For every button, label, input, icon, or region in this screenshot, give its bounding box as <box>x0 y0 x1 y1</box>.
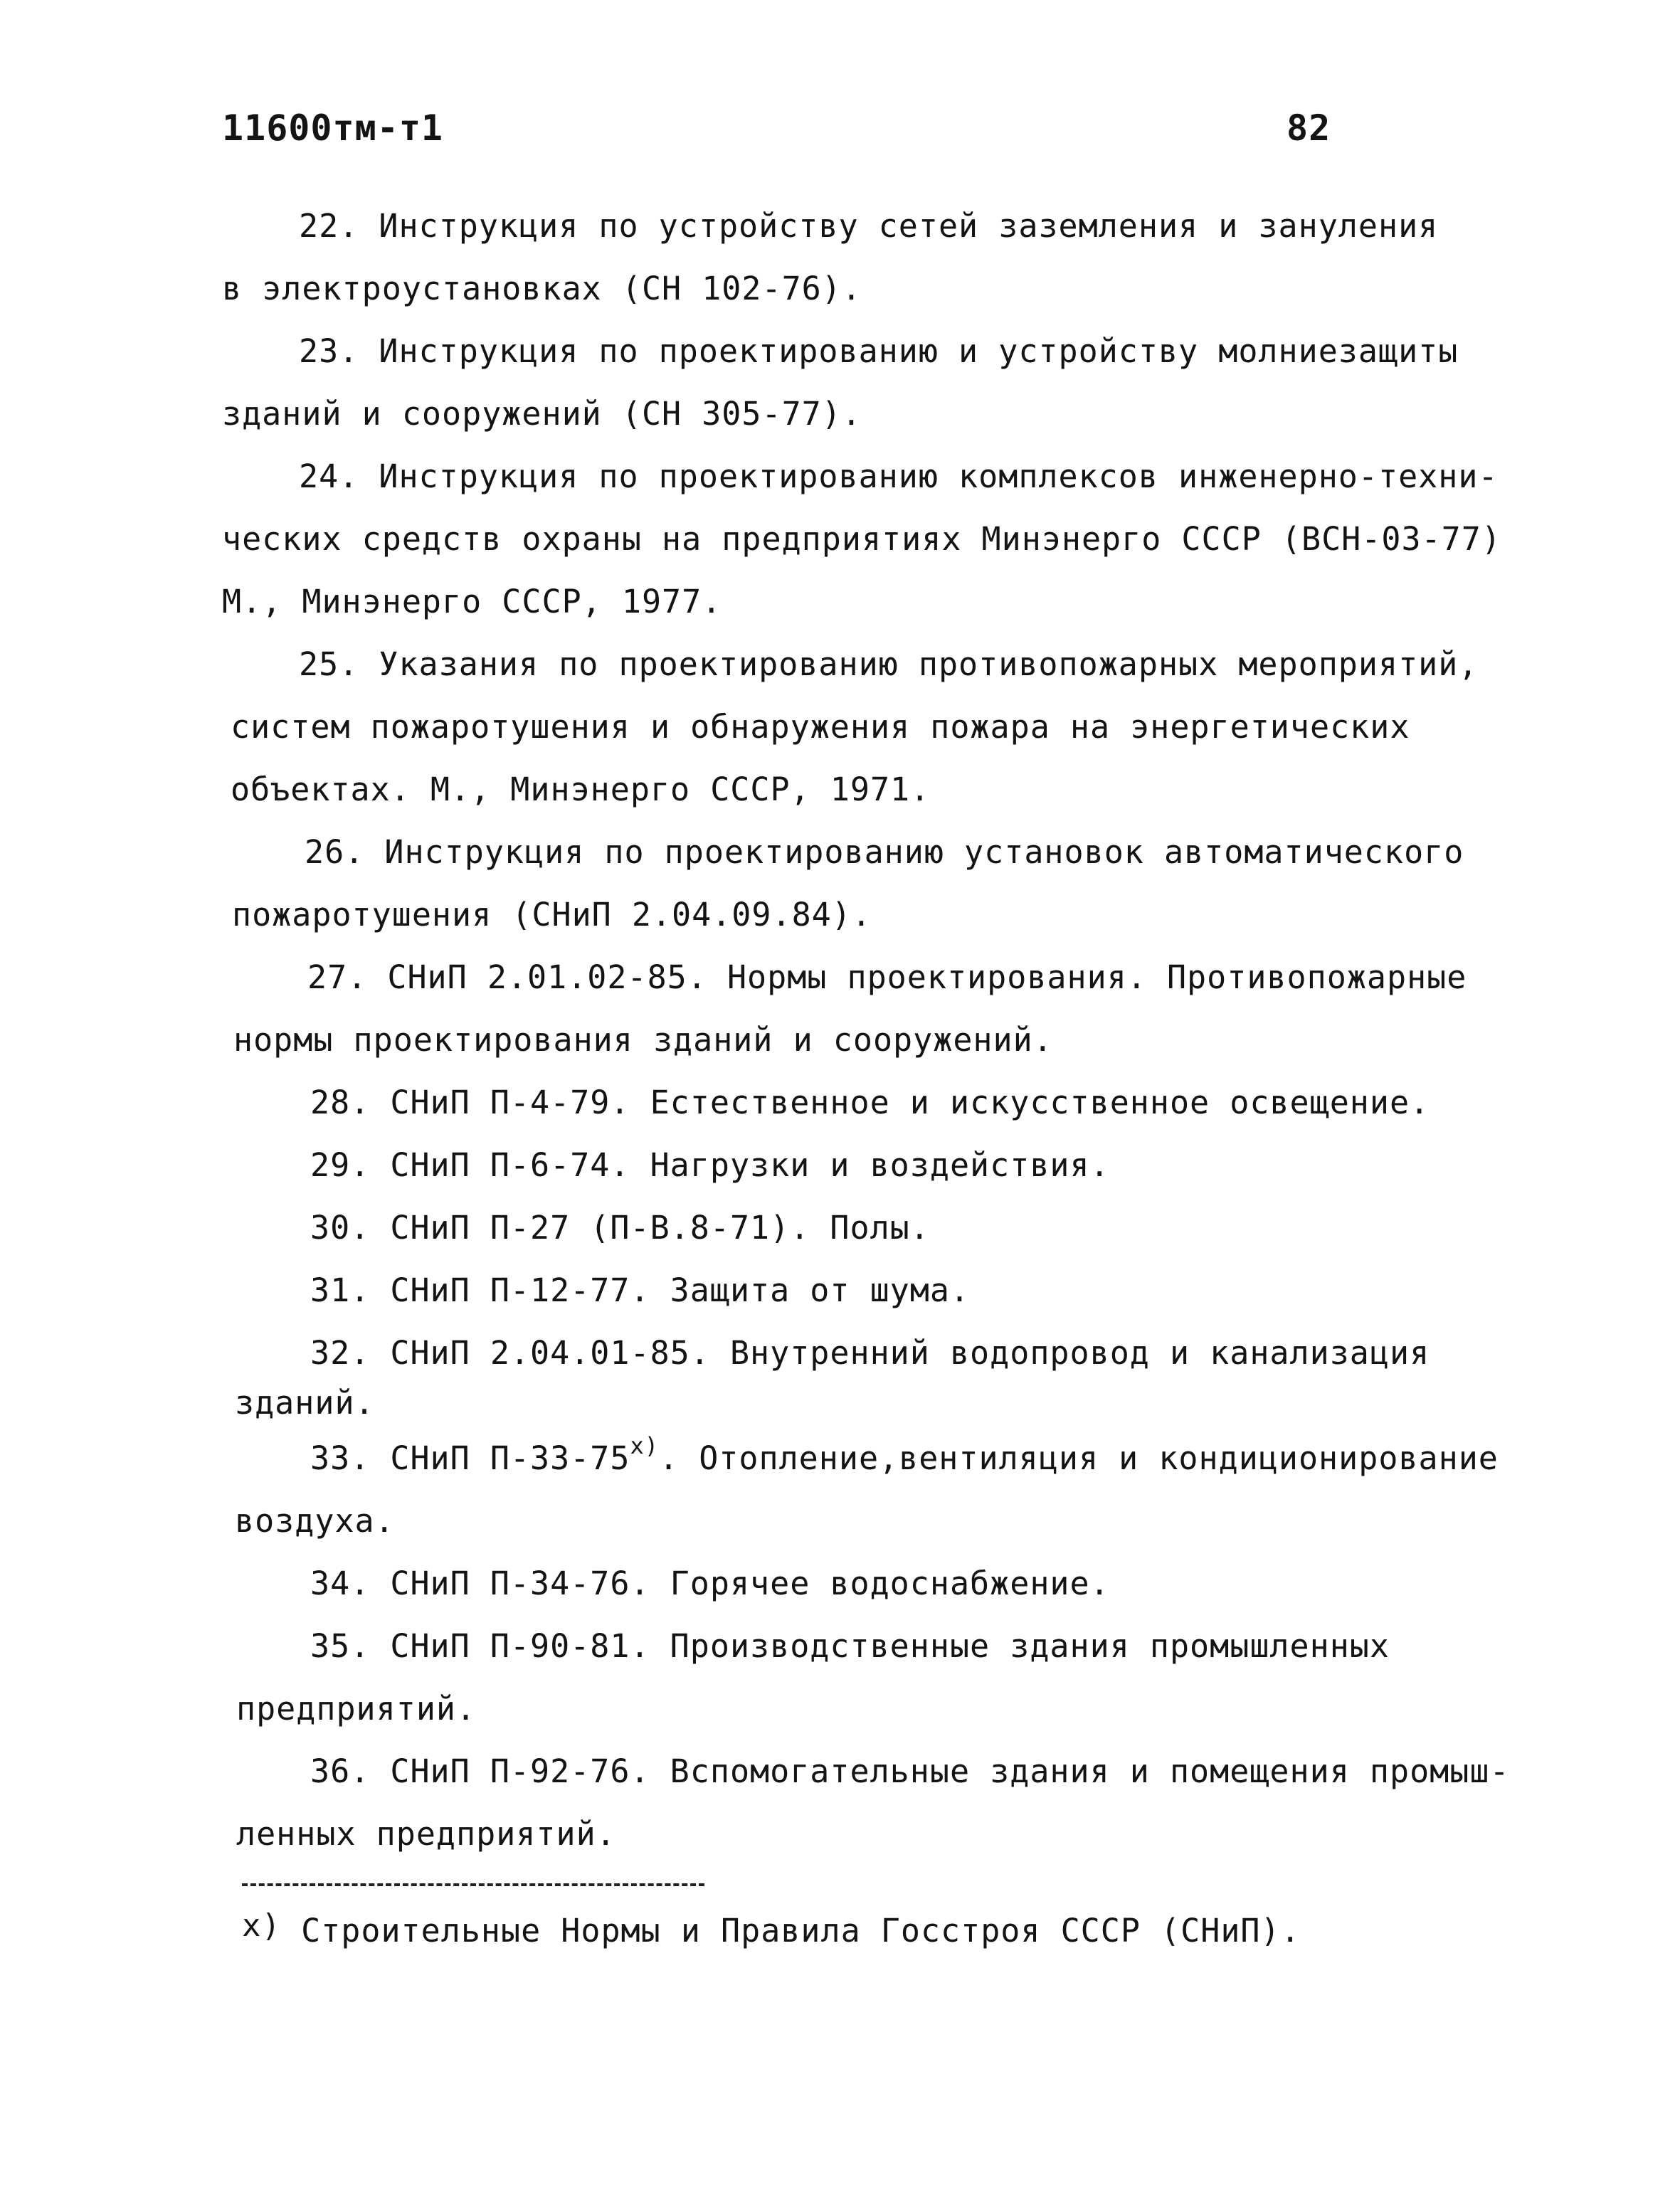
footnote-marker: x) <box>242 1908 281 1944</box>
item-27-line-2: нормы проектирования зданий и сооружений. <box>233 1021 1053 1059</box>
item-36-line-1: 36. СНиП П-92-76. Вспомогательные здания и помещения промыш- <box>310 1752 1510 1790</box>
item-29: 29. СНиП П-6-74. Нагрузки и воздействия. <box>310 1146 1110 1184</box>
footnote <box>242 1908 1301 1952</box>
document-code: 11600тм-т1 <box>222 107 444 149</box>
item-27-line-1: 27. СНиП 2.01.02-85. Нормы проектирования. Противопожарные <box>307 958 1467 996</box>
item-32-line-1: 32. СНиП 2.04.01-85. Внутренний водопровод и канализация <box>310 1334 1430 1372</box>
item-23-line-1: 23. Инструкция по проектированию и устройству молниезащиты <box>299 332 1459 370</box>
item-35-line-2: предприятий. <box>236 1690 477 1728</box>
footnote-separator <box>242 1883 704 1886</box>
item-25-line-2: систем пожаротушения и обнаружения пожара на энергетических <box>231 708 1410 746</box>
page-number: 82 <box>1287 107 1331 149</box>
item-31: 31. СНиП П-12-77. Защита от шума. <box>310 1271 971 1309</box>
item-34: 34. СНиП П-34-76. Горячее водоснабжение. <box>310 1565 1110 1602</box>
item-28: 28. СНиП П-4-79. Естественное и искусственное освещение. <box>310 1084 1430 1121</box>
item-33-code: 33. СНиП П-33-75 <box>310 1439 630 1477</box>
item-25-line-1: 25. Указания по проектированию противопожарных мероприятий, <box>299 645 1479 683</box>
item-26-line-1: 26. Инструкция по проектированию установок автоматического <box>305 833 1464 871</box>
item-32-line-2: зданий. <box>235 1384 375 1422</box>
item-26-line-2: пожаротушения (СНиП 2.04.09.84). <box>232 896 872 933</box>
item-36-line-2: ленных предприятий. <box>236 1815 616 1853</box>
item-33-line-2: воздуха. <box>235 1502 395 1540</box>
item-33-title: . Отопление,вентиляция и кондиционирование <box>659 1439 1499 1477</box>
item-23-line-2: зданий и сооружений (СН 305-77). <box>222 395 862 433</box>
item-35-line-1: 35. СНиП П-90-81. Производственные здания промышленных <box>310 1627 1390 1665</box>
item-24-line-3: М., Минэнерго СССР, 1977. <box>222 583 722 620</box>
item-24-line-2: ческих средств охраны на предприятиях Минэнерго СССР (ВСН-03-77) <box>222 520 1501 558</box>
footnote-text: Строительные Нормы и Правила Госстроя СССР (СНиП). <box>301 1912 1301 1949</box>
item-25-line-3: объектах. М., Минэнерго СССР, 1971. <box>231 771 931 808</box>
item-24-line-1: 24. Инструкция по проектированию комплексов инженерно-техни- <box>299 457 1499 495</box>
item-22-line-2: в электроустановках (СН 102-76). <box>222 270 862 307</box>
item-22-line-1: 22. Инструкция по устройству сетей заземления и зануления <box>299 207 1439 245</box>
item-33-line-1 <box>310 1432 1499 1478</box>
footnote-reference-marker: x) <box>630 1432 660 1459</box>
item-30: 30. СНиП П-27 (П-В.8-71). Полы. <box>310 1209 930 1247</box>
